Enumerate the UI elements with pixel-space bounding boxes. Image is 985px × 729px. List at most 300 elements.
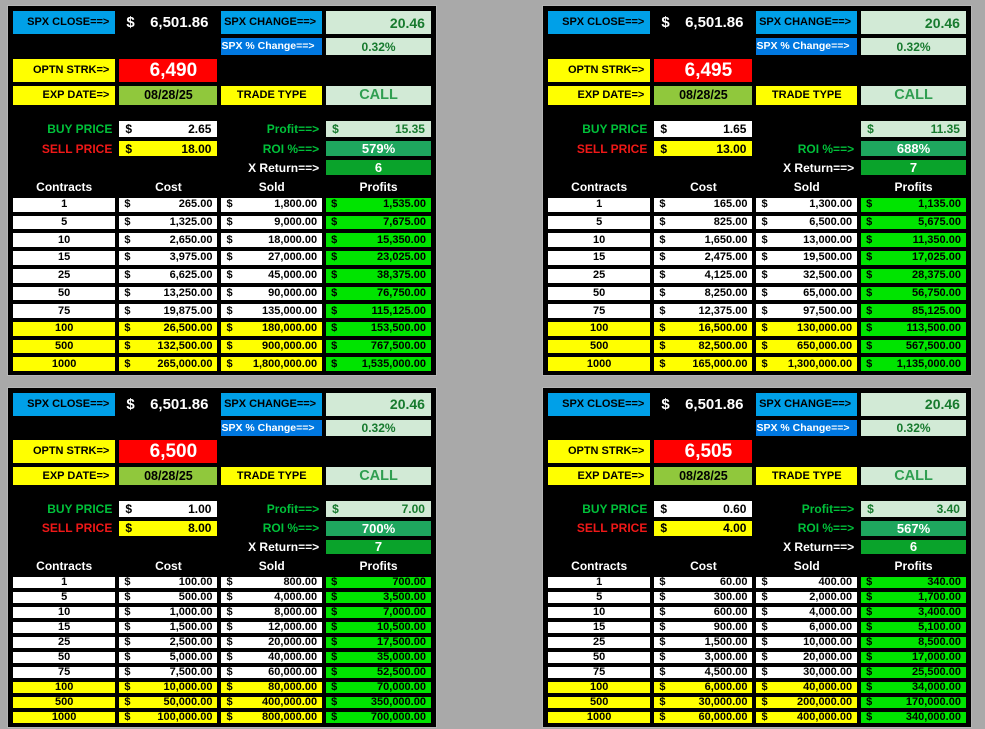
- currency-symbol: $: [124, 304, 131, 317]
- currency-symbol: $: [331, 590, 338, 603]
- currency-symbol: $: [866, 695, 873, 708]
- currency-symbol: $: [226, 269, 233, 282]
- column-header-sold: Sold: [258, 558, 285, 573]
- spx-pct-change-label: SPX % Change==>: [755, 37, 858, 56]
- currency-symbol: $: [659, 251, 666, 264]
- currency-symbol: $: [866, 251, 873, 264]
- currency-symbol: $: [226, 635, 233, 648]
- cell-value: 70,000.00: [377, 680, 426, 693]
- table-row: [11, 665, 433, 680]
- exp-date-value[interactable]: 08/28/25: [653, 466, 753, 487]
- profit-number: 11.35: [930, 122, 960, 136]
- trade-type-value[interactable]: CALL: [860, 85, 967, 106]
- cell-value: 265.00: [178, 198, 213, 211]
- spx-close-value[interactable]: [118, 392, 218, 417]
- currency-symbol: $: [226, 198, 233, 211]
- cell-value: 28,375.00: [912, 269, 961, 282]
- currency-symbol: $: [659, 575, 666, 588]
- contracts-table: [546, 575, 968, 725]
- spx-pct-change-value: 0.32%: [860, 37, 967, 56]
- cell-value: 1,800,000.00: [252, 357, 318, 370]
- table-row: [11, 635, 433, 650]
- cell-value: 767,500.00: [370, 339, 426, 352]
- sold-cell: [220, 681, 323, 694]
- column-header-contracts: Contracts: [36, 179, 93, 194]
- contracts-cell: 75: [12, 666, 116, 679]
- spx-close-value[interactable]: [653, 10, 753, 35]
- buy-price-value[interactable]: [118, 120, 218, 138]
- currency-symbol: $: [659, 665, 666, 678]
- option-strike-value[interactable]: 6,490: [118, 58, 218, 83]
- cell-value: 1,135,000.00: [896, 357, 961, 370]
- currency-symbol: $: [761, 269, 768, 282]
- sell-price-label: SELL PRICE: [41, 141, 113, 156]
- currency-symbol: $: [866, 635, 873, 648]
- sold-cell: [220, 268, 323, 284]
- option-strike-label: OPTN STRK=>: [12, 439, 116, 464]
- cost-cell: [118, 681, 218, 694]
- currency-symbol: $: [660, 141, 668, 156]
- contracts-cell: 75: [547, 666, 651, 679]
- table-row: [11, 710, 433, 725]
- cell-value: 40,000.00: [803, 680, 853, 693]
- sold-cell: [220, 286, 323, 302]
- currency-symbol: $: [866, 216, 873, 229]
- currency-symbol: $: [761, 680, 768, 693]
- cost-cell: [118, 215, 218, 231]
- currency-symbol: $: [659, 304, 666, 317]
- currency-symbol: $: [124, 269, 131, 282]
- contracts-cell: 10: [12, 606, 116, 619]
- profits-cell: [325, 303, 432, 319]
- cell-value: 65,000.00: [803, 286, 853, 299]
- contracts-cell: 500: [547, 339, 651, 355]
- cost-cell: [653, 215, 753, 231]
- profit-number: 3.40: [936, 502, 960, 517]
- currency-symbol: $: [660, 122, 668, 136]
- profits-cell: [860, 250, 967, 266]
- sold-cell: [755, 232, 858, 248]
- options-panel: [542, 387, 972, 728]
- table-row: [11, 590, 433, 605]
- cell-value: 50,000.00: [163, 695, 213, 708]
- buy-price-value[interactable]: [653, 120, 753, 138]
- cell-value: 170,000.00: [905, 695, 961, 708]
- currency-symbol: $: [226, 339, 233, 352]
- x-return-label: X Return==>: [248, 539, 320, 554]
- cost-cell: [118, 356, 218, 372]
- spx-close-number: 6,501.86: [150, 395, 209, 413]
- sold-cell: [220, 591, 323, 604]
- cost-cell: [118, 591, 218, 604]
- currency-symbol: $: [331, 304, 338, 317]
- profits-cell: [325, 268, 432, 284]
- cell-value: 265,000.00: [157, 357, 213, 370]
- currency-symbol: $: [124, 339, 131, 352]
- currency-symbol: $: [331, 357, 338, 370]
- cell-value: 8,500.00: [918, 635, 961, 648]
- cost-cell: [118, 321, 218, 337]
- cell-value: 100.00: [178, 575, 213, 588]
- cell-value: 18,000.00: [268, 233, 318, 246]
- trade-type-value[interactable]: CALL: [860, 466, 967, 487]
- profits-cell: [325, 681, 432, 694]
- currency-symbol: $: [761, 251, 768, 264]
- cell-value: 12,000.00: [268, 620, 318, 633]
- cell-value: 3,500.00: [383, 590, 426, 603]
- spx-close-value[interactable]: [118, 10, 218, 35]
- currency-symbol: $: [659, 680, 666, 693]
- cell-value: 1,700.00: [918, 590, 961, 603]
- sell-price-value[interactable]: [118, 520, 218, 537]
- sell-price-number: 18.00: [181, 141, 212, 156]
- sell-price-label: SELL PRICE: [576, 521, 648, 536]
- cell-value: 15,350.00: [377, 233, 426, 246]
- cell-value: 113,500.00: [906, 322, 961, 335]
- currency-symbol: $: [866, 605, 873, 618]
- currency-symbol: $: [124, 198, 131, 211]
- currency-symbol: $: [331, 216, 338, 229]
- buy-price-value[interactable]: [118, 500, 218, 518]
- sell-price-number: 8.00: [188, 521, 212, 536]
- column-header-contracts: Contracts: [36, 558, 93, 573]
- spx-change-label: SPX CHANGE==>: [755, 10, 858, 35]
- buy-price-number: 2.65: [188, 122, 212, 136]
- contracts-cell: 15: [547, 621, 651, 634]
- cell-value: 900,000.00: [262, 339, 318, 352]
- currency-symbol: $: [226, 233, 233, 246]
- x-return-value: 7: [325, 539, 432, 556]
- cost-cell: [653, 711, 753, 724]
- currency-symbol: $: [331, 251, 338, 264]
- option-strike-value[interactable]: 6,495: [653, 58, 753, 83]
- sold-cell: [755, 286, 858, 302]
- contracts-cell: 75: [12, 303, 116, 319]
- contracts-cell: 500: [547, 696, 651, 709]
- sell-price-value[interactable]: [653, 140, 753, 157]
- cell-value: 3,975.00: [169, 251, 213, 264]
- spx-change-label: SPX CHANGE==>: [220, 392, 323, 417]
- cell-value: 7,500.00: [169, 665, 213, 678]
- sold-cell: [755, 636, 858, 649]
- currency-symbol: $: [226, 680, 233, 693]
- profits-cell: [325, 250, 432, 266]
- spx-close-label: SPX CLOSE==>: [547, 10, 651, 35]
- exp-date-value[interactable]: 08/28/25: [118, 466, 218, 487]
- cell-value: 3,400.00: [918, 605, 961, 618]
- cell-value: 1,535.00: [383, 198, 426, 211]
- cell-value: 34,000.00: [912, 680, 961, 693]
- sold-cell: [755, 215, 858, 231]
- cell-value: 650,000.00: [797, 339, 853, 352]
- cell-value: 1,650.00: [704, 233, 748, 246]
- cost-cell: [118, 696, 218, 709]
- sold-cell: [755, 197, 858, 213]
- table-row: [546, 680, 968, 695]
- currency-symbol: $: [866, 590, 873, 603]
- currency-symbol: $: [331, 710, 338, 723]
- profits-cell: [860, 666, 967, 679]
- profit-number: 7.00: [401, 502, 425, 517]
- option-strike-value[interactable]: 6,500: [118, 439, 218, 464]
- exp-date-label: EXP DATE=>: [12, 85, 116, 106]
- cell-value: 32,500.00: [803, 269, 853, 282]
- profits-cell: [860, 651, 967, 664]
- currency-symbol: $: [126, 14, 135, 31]
- cell-value: 1,535,000.00: [361, 357, 426, 370]
- column-header-contracts: Contracts: [571, 179, 628, 194]
- contracts-cell: 1000: [547, 711, 651, 724]
- profits-cell: [860, 286, 967, 302]
- profit-value: [325, 120, 432, 138]
- profits-cell: [325, 286, 432, 302]
- currency-symbol: $: [761, 635, 768, 648]
- sold-cell: [220, 232, 323, 248]
- cell-value: 1,300,000.00: [787, 357, 853, 370]
- cell-value: 400.00: [818, 575, 853, 588]
- cost-cell: [118, 636, 218, 649]
- table-row: [546, 338, 968, 356]
- cell-value: 5,675.00: [918, 216, 961, 229]
- sell-price-label: SELL PRICE: [576, 141, 648, 156]
- currency-symbol: $: [761, 575, 768, 588]
- table-row: [11, 302, 433, 320]
- contracts-cell: 5: [12, 215, 116, 231]
- currency-symbol: $: [866, 710, 873, 723]
- currency-symbol: $: [124, 680, 131, 693]
- profit-label: [754, 119, 859, 139]
- currency-symbol: $: [124, 650, 131, 663]
- profits-cell: [325, 356, 432, 372]
- cell-value: 165.00: [713, 198, 748, 211]
- table-row: [11, 605, 433, 620]
- contracts-cell: 50: [12, 286, 116, 302]
- currency-symbol: $: [124, 286, 131, 299]
- table-row: [11, 650, 433, 665]
- cost-cell: [118, 606, 218, 619]
- currency-symbol: $: [659, 233, 666, 246]
- currency-symbol: $: [761, 286, 768, 299]
- currency-symbol: $: [331, 322, 338, 335]
- cell-value: 1,135.00: [918, 198, 961, 211]
- exp-date-label: EXP DATE=>: [12, 466, 116, 487]
- sold-cell: [755, 666, 858, 679]
- currency-symbol: $: [124, 322, 131, 335]
- options-panel: [542, 5, 972, 376]
- spx-close-value[interactable]: [653, 392, 753, 417]
- currency-symbol: $: [660, 521, 668, 536]
- table-row: [546, 635, 968, 650]
- currency-symbol: $: [866, 357, 873, 370]
- cell-value: 1,325.00: [169, 216, 213, 229]
- contracts-cell: 5: [547, 591, 651, 604]
- contracts-cell: 1000: [12, 356, 116, 372]
- sell-price-value[interactable]: [118, 140, 218, 157]
- sold-cell: [755, 268, 858, 284]
- currency-symbol: $: [761, 695, 768, 708]
- cell-value: 1,500.00: [169, 620, 213, 633]
- sold-cell: [220, 303, 323, 319]
- cost-cell: [653, 576, 753, 589]
- x-return-value: 6: [860, 539, 967, 556]
- cell-value: 11,350.00: [912, 233, 961, 246]
- currency-symbol: $: [761, 216, 768, 229]
- contracts-cell: 15: [12, 250, 116, 266]
- cell-value: 130,000.00: [797, 322, 853, 335]
- sold-cell: [755, 696, 858, 709]
- table-row: [546, 249, 968, 267]
- trade-type-label: TRADE TYPE: [755, 85, 858, 106]
- sold-cell: [755, 651, 858, 664]
- contracts-cell: 500: [12, 696, 116, 709]
- cost-cell: [118, 250, 218, 266]
- sold-cell: [755, 591, 858, 604]
- currency-symbol: $: [659, 650, 666, 663]
- table-row: [546, 575, 968, 590]
- profits-cell: [325, 651, 432, 664]
- cell-value: 153,500.00: [370, 322, 426, 335]
- cell-value: 19,875.00: [163, 304, 213, 317]
- profits-cell: [860, 696, 967, 709]
- cell-value: 2,000.00: [809, 590, 853, 603]
- option-strike-value[interactable]: 6,505: [653, 439, 753, 464]
- buy-price-label: BUY PRICE: [582, 502, 648, 517]
- contracts-cell: 50: [547, 651, 651, 664]
- cell-value: 600.00: [713, 605, 748, 618]
- cell-value: 135,000.00: [262, 304, 318, 317]
- contracts-cell: 1: [547, 576, 651, 589]
- exp-date-value[interactable]: 08/28/25: [118, 85, 218, 106]
- profits-cell: [325, 576, 432, 589]
- sold-cell: [220, 339, 323, 355]
- contracts-table: [11, 196, 433, 373]
- cell-value: 2,500.00: [169, 635, 213, 648]
- x-return-value: 7: [860, 159, 967, 176]
- cell-value: 9,000.00: [274, 216, 318, 229]
- sold-cell: [220, 197, 323, 213]
- cell-value: 8,000.00: [274, 605, 318, 618]
- roi-value: 688%: [860, 140, 967, 157]
- sold-cell: [220, 321, 323, 337]
- currency-symbol: $: [659, 216, 666, 229]
- profits-cell: [860, 356, 967, 372]
- profit-value: [860, 500, 967, 518]
- currency-symbol: $: [332, 502, 339, 517]
- profits-cell: [325, 621, 432, 634]
- currency-symbol: $: [761, 605, 768, 618]
- table-row: [546, 302, 968, 320]
- cell-value: 500.00: [178, 590, 213, 603]
- contracts-cell: 25: [12, 636, 116, 649]
- contracts-cell: 25: [12, 268, 116, 284]
- column-header-profits: Profits: [894, 558, 933, 573]
- cell-value: 85,125.00: [912, 304, 961, 317]
- contracts-cell: 1000: [12, 711, 116, 724]
- roi-value: 700%: [325, 520, 432, 537]
- currency-symbol: $: [125, 502, 133, 517]
- contracts-cell: 15: [547, 250, 651, 266]
- trade-type-value[interactable]: CALL: [325, 466, 432, 487]
- cell-value: 4,000.00: [274, 590, 318, 603]
- table-row: [11, 249, 433, 267]
- column-header-sold: Sold: [258, 179, 285, 194]
- cell-value: 76,750.00: [377, 286, 426, 299]
- currency-symbol: $: [761, 304, 768, 317]
- contracts-table: [546, 196, 968, 373]
- profit-label: Profit==>: [266, 122, 320, 136]
- cell-value: 60,000.00: [268, 665, 318, 678]
- currency-symbol: $: [331, 198, 338, 211]
- cell-value: 45,000.00: [268, 269, 318, 282]
- trade-type-value[interactable]: CALL: [325, 85, 432, 106]
- contracts-cell: 15: [12, 621, 116, 634]
- buy-price-number: 1.65: [723, 122, 747, 136]
- profits-cell: [860, 711, 967, 724]
- sold-cell: [220, 651, 323, 664]
- buy-price-number: 0.60: [723, 502, 747, 517]
- profits-cell: [325, 197, 432, 213]
- buy-price-value[interactable]: [653, 500, 753, 518]
- cell-value: 52,500.00: [377, 665, 426, 678]
- currency-symbol: $: [866, 286, 873, 299]
- cell-value: 200,000.00: [797, 695, 853, 708]
- sell-price-value[interactable]: [653, 520, 753, 537]
- currency-symbol: $: [226, 665, 233, 678]
- cell-value: 5,100.00: [918, 620, 961, 633]
- profits-cell: [325, 636, 432, 649]
- table-row: [546, 355, 968, 373]
- cell-value: 2,650.00: [169, 233, 213, 246]
- profits-cell: [860, 197, 967, 213]
- cell-value: 6,625.00: [169, 269, 213, 282]
- profits-cell: [860, 636, 967, 649]
- column-header-cost: Cost: [155, 179, 182, 194]
- profits-cell: [325, 711, 432, 724]
- cell-value: 60,000.00: [698, 710, 748, 723]
- currency-symbol: $: [226, 695, 233, 708]
- column-header-cost: Cost: [690, 558, 717, 573]
- currency-symbol: $: [124, 357, 131, 370]
- currency-symbol: $: [659, 620, 666, 633]
- sold-cell: [755, 606, 858, 619]
- x-return-label: X Return==>: [783, 160, 855, 175]
- cell-value: 2,475.00: [704, 251, 748, 264]
- roi-value: 567%: [860, 520, 967, 537]
- buy-price-label: BUY PRICE: [582, 122, 648, 136]
- cost-cell: [118, 621, 218, 634]
- exp-date-value[interactable]: 08/28/25: [653, 85, 753, 106]
- currency-symbol: $: [867, 502, 874, 517]
- currency-symbol: $: [660, 502, 668, 517]
- column-header-contracts: Contracts: [571, 558, 628, 573]
- cost-cell: [653, 321, 753, 337]
- profits-cell: [860, 303, 967, 319]
- spx-pct-change-value: 0.32%: [860, 419, 967, 438]
- sold-cell: [755, 621, 858, 634]
- sold-cell: [220, 696, 323, 709]
- table-row: [546, 695, 968, 710]
- profits-cell: [860, 215, 967, 231]
- x-return-label: X Return==>: [783, 539, 855, 554]
- cost-cell: [653, 651, 753, 664]
- currency-symbol: $: [866, 304, 873, 317]
- currency-symbol: $: [124, 620, 131, 633]
- table-row: [546, 650, 968, 665]
- profit-label: Profit==>: [266, 502, 320, 517]
- table-row: [11, 267, 433, 285]
- currency-symbol: $: [125, 122, 133, 136]
- cell-value: 82,500.00: [698, 339, 748, 352]
